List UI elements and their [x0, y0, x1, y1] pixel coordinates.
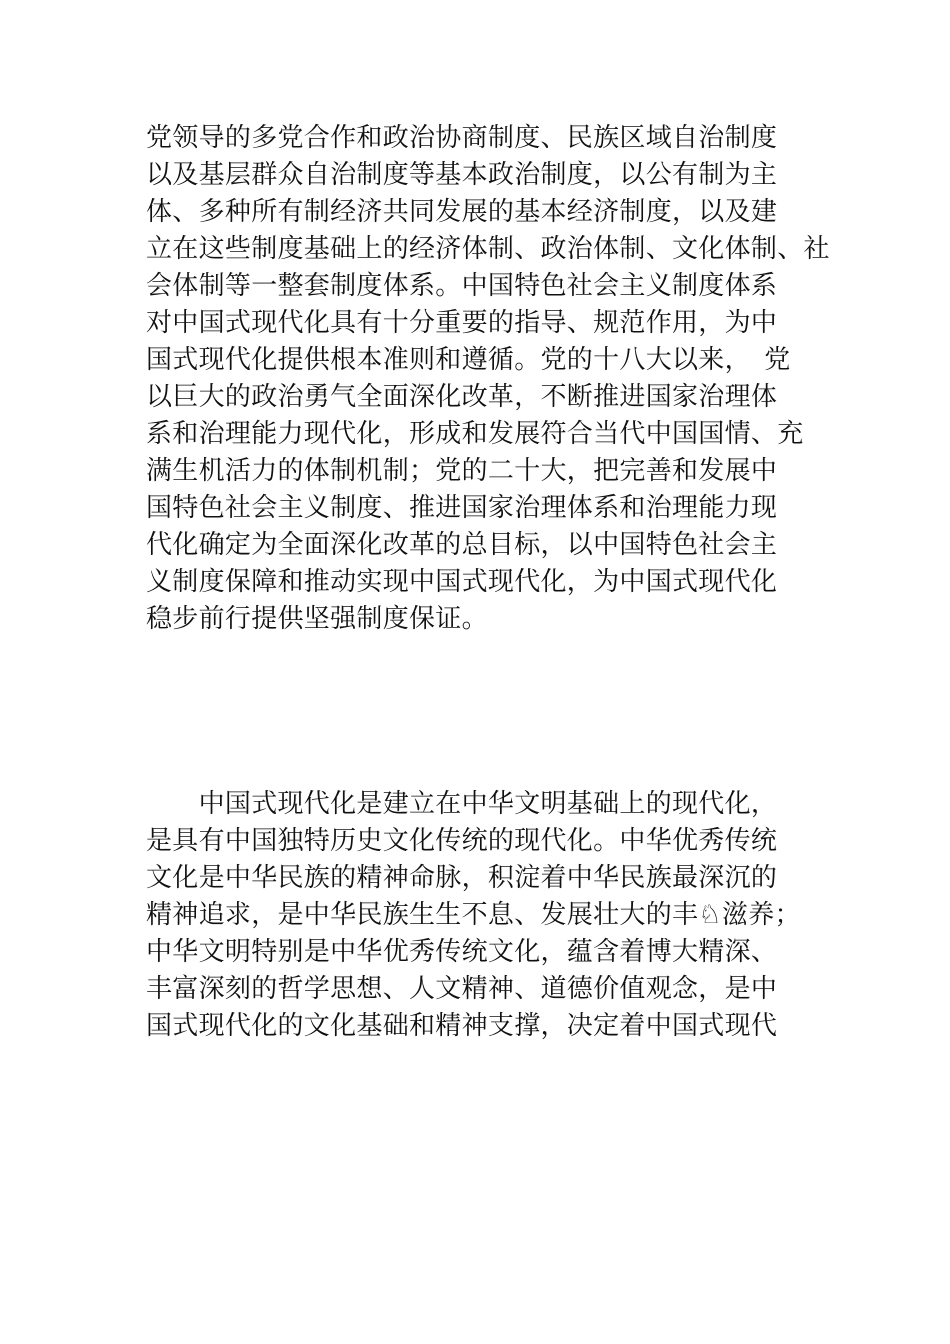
paragraph-1 [146, 120, 830, 638]
paragraph-2-line: 精神追求，是中华民族生生不息、发展壮大的丰♘滋养； [146, 900, 801, 930]
paragraph-2 [146, 786, 826, 1045]
paragraph-1-line: 代化确定为全面深化改革的总目标，以中国特色社会主 [146, 530, 778, 560]
paragraph-2-line: 是具有中国独特历史文化传统的现代化。中华优秀传统 [146, 826, 778, 856]
paragraph-1-line: 体、多种所有制经济共同发展的基本经济制度，以及建 [146, 197, 778, 227]
paragraph-1-line: 立在这些制度基础上的经济体制、政治体制、文化体制、社 [146, 234, 830, 264]
paragraph-1-line: 系和治理能力现代化，形成和发展符合当代中国国情、充 [146, 419, 804, 449]
paragraph-2-line: 中华文明特别是中华优秀传统文化，蕴含着博大精深、 [146, 937, 778, 967]
paragraph-1-line: 国特色社会主义制度、推进国家治理体系和治理能力现 [146, 493, 778, 523]
paragraph-1-line: 国式现代化提供根本准则和遵循。党的十八大以来， 党 [146, 345, 791, 375]
paragraph-2-line: 中国式现代化是建立在中华文明基础上的现代化， [146, 789, 778, 819]
paragraph-1-line: 党领导的多党合作和政治协商制度、民族区域自治制度 [146, 123, 778, 153]
paragraph-2-line: 文化是中华民族的精神命脉，积淀着中华民族最深沉的 [146, 863, 778, 893]
paragraph-1-line: 稳步前行提供坚强制度保证。 [146, 604, 488, 634]
paragraph-2-line: 丰富深刻的哲学思想、人文精神、道德价值观念，是中 [146, 974, 778, 1004]
paragraph-1-line: 义制度保障和推动实现中国式现代化，为中国式现代化 [146, 567, 778, 597]
paragraph-1-line: 满生机活力的体制机制；党的二十大，把完善和发展中 [146, 456, 778, 486]
paragraph-2-line: 国式现代化的文化基础和精神支撑，决定着中国式现代 [146, 1011, 778, 1041]
paragraph-1-line: 对中国式现代化具有十分重要的指导、规范作用，为中 [146, 308, 778, 338]
paragraph-1-line: 以及基层群众自治制度等基本政治制度，以公有制为主 [146, 160, 778, 190]
paragraph-1-line: 以巨大的政治勇气全面深化改革，不断推进国家治理体 [146, 382, 778, 412]
paragraph-1-line: 会体制等一整套制度体系。中国特色社会主义制度体系 [146, 271, 778, 301]
